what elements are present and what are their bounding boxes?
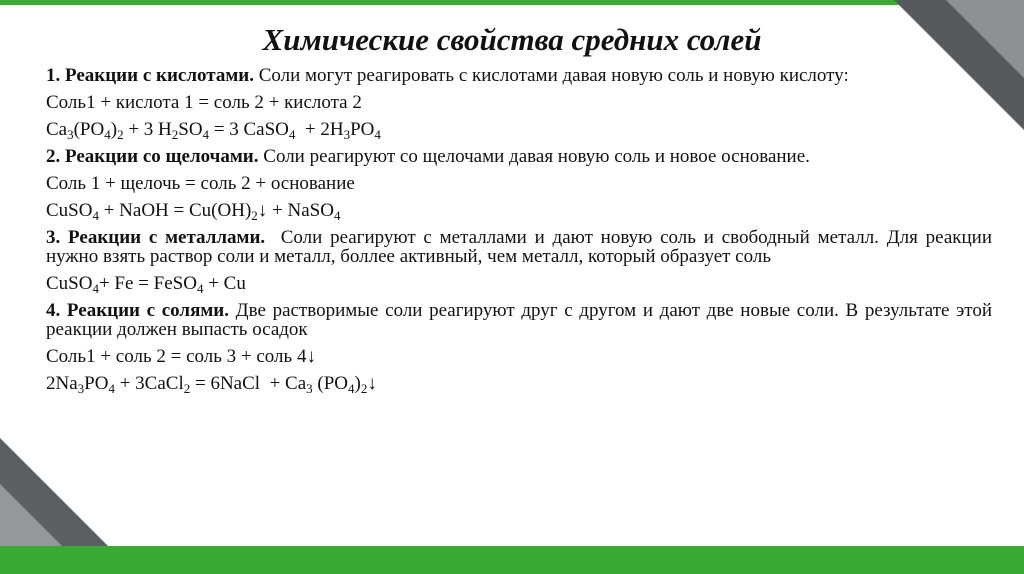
- section-2-equation: CuSO$_4$ + NaOH = $Cu(OH)_2↓$ + NaSO$_4$: [46, 200, 341, 223]
- section-4-text: Две растворимые соли реагируют друг с другом и дают две новые соли. В результате этой реакции должен выпасть осадок: [46, 300, 992, 340]
- section-2-text: Соли реагируют со щелочами давая новую соль и новое основание.: [258, 146, 810, 167]
- bottom-left-corner-highlight: [0, 484, 62, 546]
- top-accent-bar: [0, 0, 1024, 5]
- slide-title: Химические свойства средних солей: [262, 22, 762, 57]
- section-1-equation: $Ca_3(PO_4)_2 + 3$ $H_2SO_4 = 3$ CaSO$_4$ + $2H_3PO_4$: [46, 119, 381, 142]
- section-4-paragraph: [46, 301, 992, 339]
- section-4-heading: 4. Реакции с солями.: [46, 300, 229, 321]
- section-4-scheme: Соль1 + соль 2 = соль 3 + соль 4↓: [46, 346, 316, 367]
- section-3-paragraph: [46, 227, 997, 267]
- section-2-heading: 2. Реакции со щелочами.: [46, 146, 259, 167]
- bottom-accent-bar: [0, 546, 1024, 574]
- section-2-scheme: Соль 1 + щелочь = соль 2 + основание: [46, 173, 355, 194]
- section-1-paragraph: [46, 66, 992, 85]
- section-1-scheme: Соль1 + кислота 1 = соль 2 + кислота 2: [46, 92, 362, 113]
- section-3-heading: 3. Реакции с металлами.: [46, 227, 266, 248]
- section-4-equation: $2Na_3PO_4$ + 3CaCl$_2$ = 6NaCl + $Ca_3$ $(PO_4)_2↓$: [46, 373, 377, 396]
- section-1-text: Соли могут реагировать с кислотами давая новую соль и новую кислоту:: [253, 65, 849, 86]
- slide-content: [46, 65, 997, 401]
- section-2-paragraph: [46, 147, 992, 166]
- section-1-heading: 1. Реакции с кислотами.: [46, 65, 254, 86]
- section-3-text: Соли реагируют с металлами и дают новую соль и свободный металл. Для реакции нужно взять раствор соли и металл, боллее активный, чем металл, который образует соль: [46, 227, 997, 267]
- section-3-equation: CuSO$_4$+ Fe = FeSO$_4$ + Cu: [46, 273, 246, 296]
